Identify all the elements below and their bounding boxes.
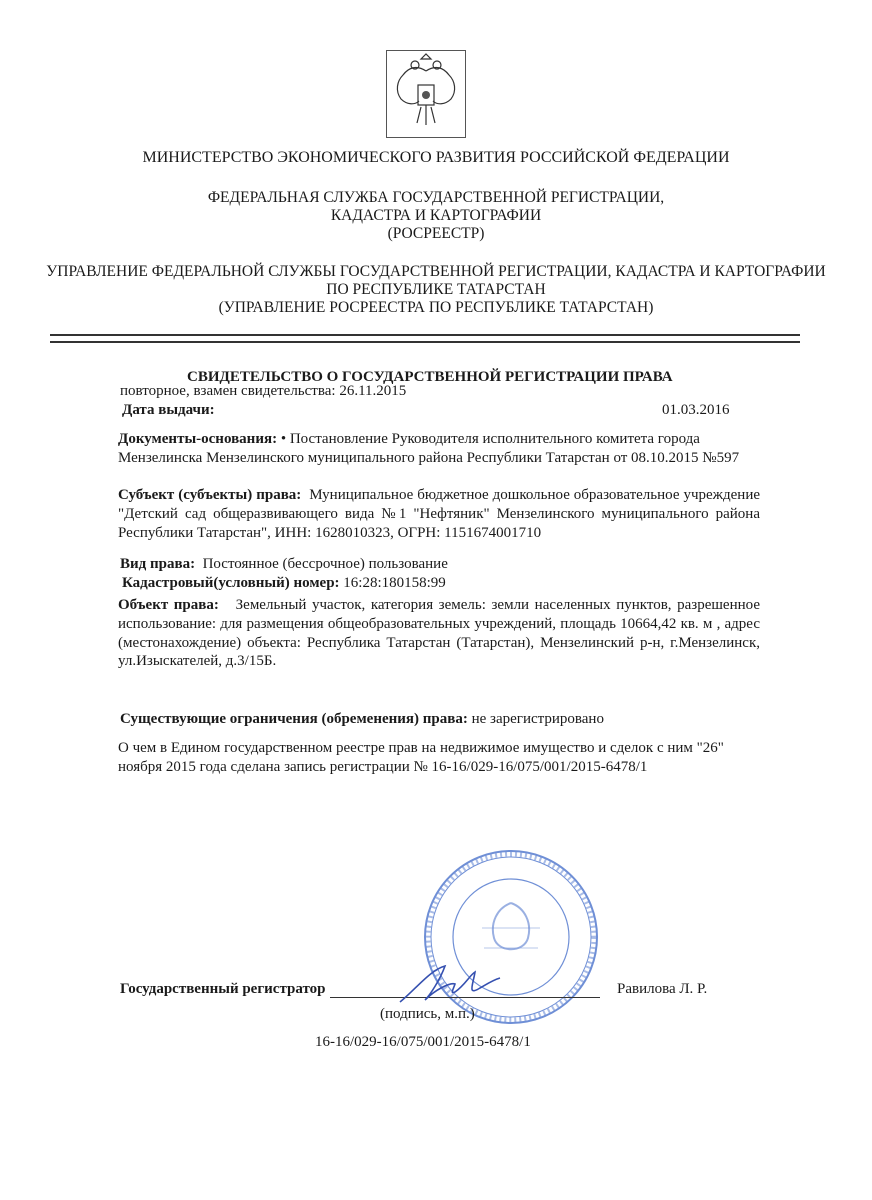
right-type xyxy=(120,556,448,573)
certificate-title: СВИДЕТЕЛЬСТВО О ГОСУДАРСТВЕННОЙ РЕГИСТРАЦИИ ПРАВА xyxy=(187,369,673,385)
ministry-title: МИНИСТЕРСТВО ЭКОНОМИЧЕСКОГО РАЗВИТИЯ РОССИЙСКОЙ ФЕДЕРАЦИИ xyxy=(142,149,730,166)
documents-value: • Постановление Руководителя исполнительного комитета города Мензелинска Мензелинского муниципального района Республики Татарстан от 08.10.2015 №597 xyxy=(118,431,740,466)
right-type-label: Вид права: xyxy=(120,556,196,572)
subject-label: Субъект (субъекты) права: xyxy=(118,487,302,503)
cadastral-number xyxy=(122,575,446,592)
department-line-3: (УПРАВЛЕНИЕ РОСРЕЕСТРА ПО РЕСПУБЛИКЕ ТАТАРСТАН) xyxy=(218,299,654,316)
restrictions-value: не зарегистрировано xyxy=(471,711,604,727)
restrictions xyxy=(120,711,604,728)
record-text: О чем в Едином государственном реестре прав на недвижимое имущество и сделок с ним "26" ноября 2015 года сделана запись регистрации № 16-16/029-16/075/001/2015-6478/1 xyxy=(118,740,724,775)
documents-basis xyxy=(118,430,760,468)
subject-value: Муниципальное бюджетное дошкольное образовательное учреждение "Детский сад общеразвивающего вида №1 "Нефтяник" Мензелинского муниципального района Республики Татарстан", ИНН: 1628010323, ОГРН: 1151674001710 xyxy=(118,487,761,541)
right-type-value: Постоянное (бессрочное) пользование xyxy=(202,556,448,572)
registrar-name: Равилова Л. Р. xyxy=(617,981,708,997)
documents-label: Документы-основания: xyxy=(118,431,278,447)
object-label: Объект права: xyxy=(118,597,219,613)
department-line-2: ПО РЕСПУБЛИКЕ ТАТАРСТАН xyxy=(326,281,546,298)
object-value: Земельный участок, категория земель: земли населенных пунктов, разрешенное использование: для размещения общеобразовательных учреждений, площадь 10664,42 кв. м , адрес (местонахождение) объекта: Республика Татарстан (Татарстан), Мензелинский р-н, г.Мензелинск, ул.Изыскателей, д.3/15Б. xyxy=(118,597,760,670)
service-line-1: ФЕДЕРАЛЬНАЯ СЛУЖБА ГОСУДАРСТВЕННОЙ РЕГИСТРАЦИИ, xyxy=(207,189,665,206)
cadastral-label: Кадастровый(условный) номер: xyxy=(122,575,340,591)
registrar-label: Государственный регистратор xyxy=(120,981,326,997)
signature-scribble-icon xyxy=(395,960,505,1010)
double-headed-eagle-icon xyxy=(387,51,465,137)
cadastral-value: 16:28:180158:99 xyxy=(343,575,446,591)
record-number: 16-16/029-16/075/001/2015-6478/1 xyxy=(315,1034,531,1050)
divider-top xyxy=(50,334,800,336)
issue-date-label: Дата выдачи: xyxy=(122,402,215,418)
service-line-2: КАДАСТРА И КАРТОГРАФИИ xyxy=(330,207,542,224)
object xyxy=(118,596,760,671)
department-line-1: УПРАВЛЕНИЕ ФЕДЕРАЛЬНОЙ СЛУЖБЫ ГОСУДАРСТВЕННОЙ РЕГИСТРАЦИИ, КАДАСТРА И КАРТОГРАФИИ xyxy=(46,263,826,280)
signature-caption: (подпись, м.п.) xyxy=(380,1006,475,1022)
restrictions-label: Существующие ограничения (обременения) права: xyxy=(120,711,468,727)
service-line-3: (РОСРЕЕСТР) xyxy=(387,225,485,242)
handwritten-signature xyxy=(395,960,505,1010)
divider-bottom xyxy=(50,341,800,343)
repeat-note: повторное, взамен свидетельства: 26.11.2015 xyxy=(120,383,407,399)
subject xyxy=(118,486,760,542)
issue-date: 01.03.2016 xyxy=(662,402,730,418)
emblem xyxy=(386,50,466,138)
